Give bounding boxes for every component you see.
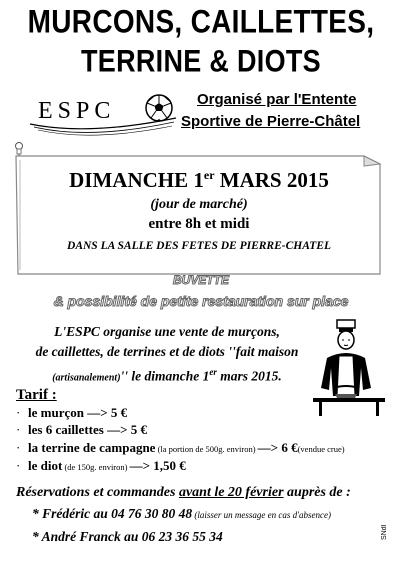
tarif-item: · le murçon —> 5 €: [16, 405, 128, 420]
espc-logo-text: ESPC: [38, 98, 116, 124]
logo-swoosh: [28, 116, 178, 138]
intro-line1: L'ESPC organise une vente de murçons,: [54, 324, 280, 339]
event-date: DIMANCHE 1er MARS 2015: [69, 168, 329, 192]
butcher-illustration: [313, 318, 385, 418]
event-hours: entre 8h et midi: [148, 216, 250, 232]
contact-andre: * André Franck au 06 23 36 55 34: [32, 529, 223, 544]
poster-title-line1: MURCONS, CAILLETTES,: [27, 3, 375, 40]
espc-logo: [28, 90, 178, 138]
intro-line2: de caillettes, de terrines et de diots ''fait maison: [35, 344, 299, 359]
tarif-item: · le diot (de 150g. environ) —> 1,50 €: [16, 458, 186, 473]
organizer-line1: Organisé par l'Entente: [197, 91, 357, 108]
buvette-label: BUVETTE: [172, 273, 229, 287]
event-market-note: (jour de marché): [150, 197, 248, 212]
tarif-item: · la terrine de campagne (la portion de 500g. environ) —> 6 €(vendue crue): [16, 440, 345, 455]
tarif-heading: Tarif :: [16, 387, 57, 403]
intro-line3: (artisanalement)'' le dimanche 1er mars 2015.: [52, 367, 282, 384]
tarif-item: · les 6 caillettes —> 5 €: [16, 422, 147, 437]
contact-frederic: * Frédéric au 04 76 30 80 48 (laisser un message en cas d'absence): [32, 506, 332, 521]
printer-mark: SNdI: [381, 524, 388, 540]
event-venue: DANS LA SALLE DES FETES DE PIERRE-CHATEL: [67, 240, 331, 252]
restauration-label: & possibilité de petite restauration sur place: [53, 293, 349, 309]
reservations-line: Réservations et commandes avant le 20 février auprès de :: [16, 485, 351, 500]
poster-title-line2: TERRINE & DIOTS: [80, 43, 321, 79]
intro-paragraph: [22, 322, 312, 389]
organizer-line2: Sportive de Pierre-Châtel: [181, 113, 361, 130]
